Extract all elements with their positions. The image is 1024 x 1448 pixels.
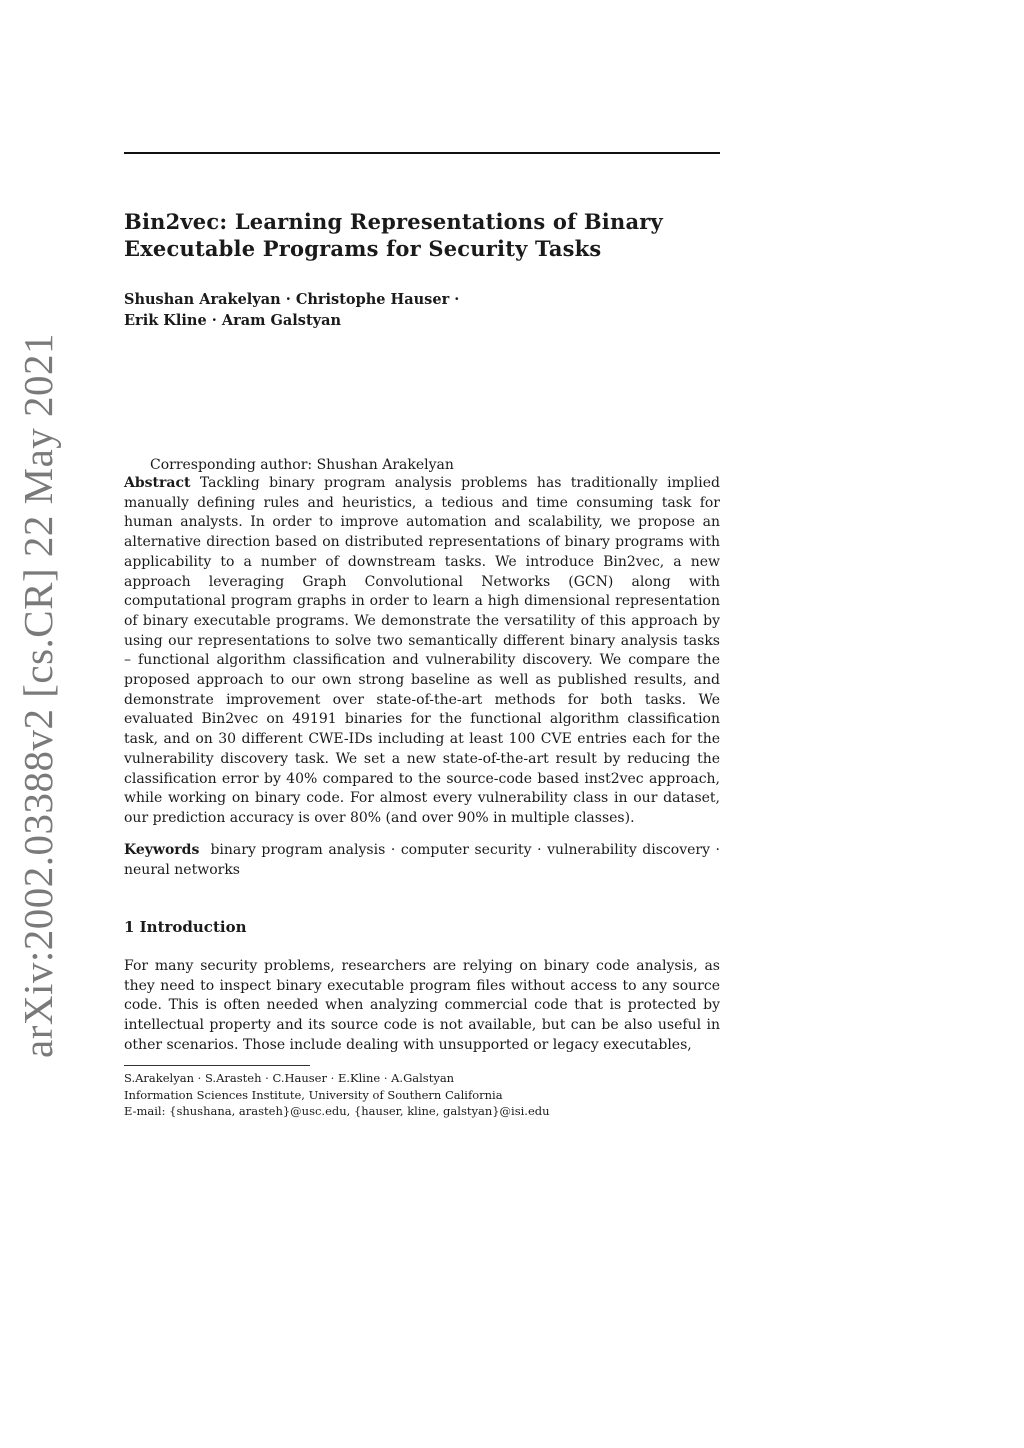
footnote-authors: S.Arakelyan · S.Arasteh · C.Hauser · E.Kline · A.Galstyan xyxy=(124,1071,455,1085)
top-rule xyxy=(124,152,720,154)
author-line-1: Shushan Arakelyan · Christophe Hauser · xyxy=(124,291,460,308)
author-list xyxy=(124,289,724,331)
section-heading: 1 Introduction xyxy=(124,918,247,936)
footnote xyxy=(124,1070,720,1120)
author-line-2: Erik Kline · Aram Galstyan xyxy=(124,312,342,329)
corresponding-author: Corresponding author: Shushan Arakelyan xyxy=(150,457,454,473)
abstract-text: Tackling binary program analysis problems has traditionally implied manually defining rules and heuristics, a tedious and time consuming task for human analysts. In order to improve automation and scalability, we propose an alternative direction based on distributed representations of binary programs with applicability to a number of downstream tasks. We introduce Bin2vec, a new approach leveraging Graph Convolutional Networks (GCN) along with computational program graphs in order to learn a high dimensional representation of binary executable programs. We demonstrate the versatility of this approach by using our representations to solve two semantically different binary analysis tasks – functional algorithm classification and vulnerability discovery. We compare the proposed approach to our own strong baseline as well as published results, and demonstrate improvement over state-of-the-art methods for both tasks. We evaluated Bin2vec on 49191 binaries for the functional algorithm classification task, and on 30 different CWE-IDs including at least 100 CVE entries each for the vulnerability discovery task. We set a new state-of-the-art result by reducing the classification error by 40% compared to the source-code based inst2vec approach, while working on binary code. For almost every vulnerability class in our dataset, our prediction accuracy is over 80% (and over 90% in multiple classes). xyxy=(124,475,721,826)
abstract xyxy=(124,474,720,829)
footnote-email: E-mail: {shushana, arasteh}@usc.edu, {hauser, kline, galstyan}@isi.edu xyxy=(124,1104,550,1118)
abstract-label: Abstract xyxy=(124,475,191,491)
footnote-rule xyxy=(124,1065,310,1066)
paper-title: Bin2vec: Learning Representations of Binary Executable Programs for Security Tasks xyxy=(124,209,663,261)
introduction-text: For many security problems, researchers are relying on binary code analysis, as they need to inspect binary executable program files without access to any source code. This is often needed when analyzing commercial code that is protected by intellectual property and its source code is not available, but can be also useful in other scenarios. Those include dealing with unsupported or legacy executables, xyxy=(124,958,720,1053)
footnote-affiliation: Information Sciences Institute, University of Southern California xyxy=(124,1087,503,1102)
keywords-text: binary program analysis · computer security · vulnerability discovery · neural networks xyxy=(124,842,720,878)
arxiv-identifier: arXiv:2002.03388v2 [cs.CR] 22 May 2021 xyxy=(15,332,61,1058)
keywords-label: Keywords xyxy=(124,842,200,858)
keywords xyxy=(124,840,720,880)
